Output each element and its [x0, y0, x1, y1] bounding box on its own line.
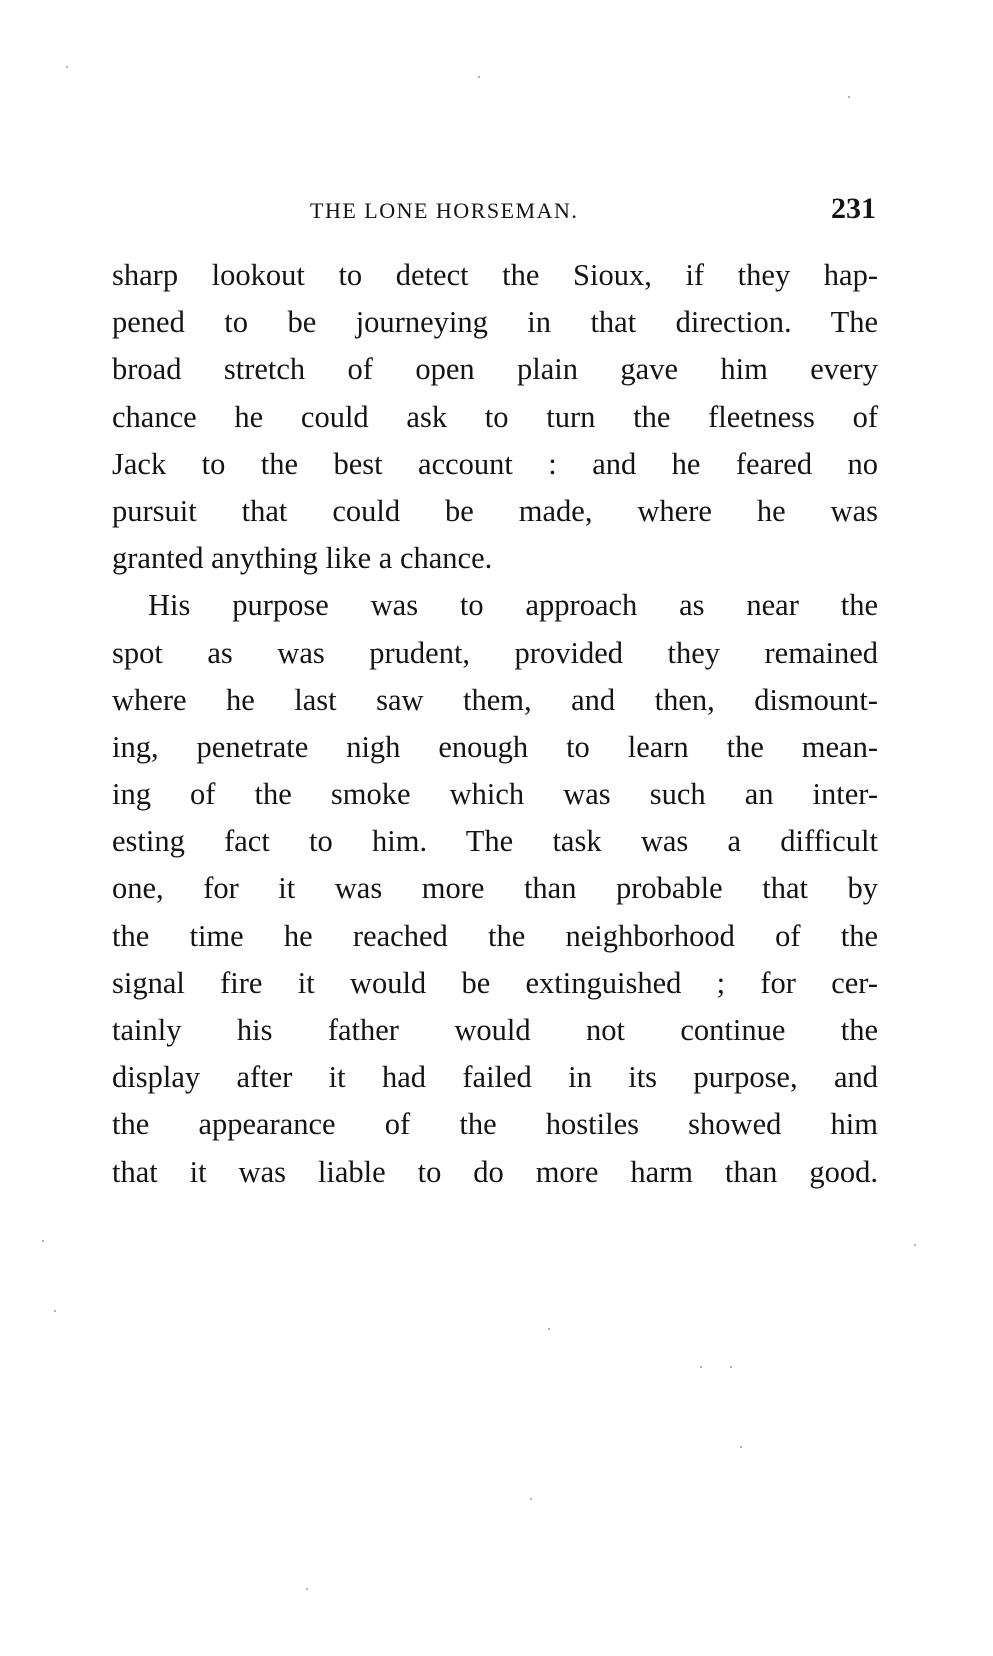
text-line: granted anything like a chance.: [112, 541, 493, 576]
scan-speck: [700, 1366, 702, 1368]
text-line: one, for it was more than probable that by: [112, 871, 878, 906]
text-line: pened to be journeying in that direction. The: [112, 305, 878, 340]
scan-speck: [530, 1498, 532, 1500]
text-line: His purpose was to approach as near the: [148, 588, 878, 623]
text-line: the time he reached the neighborhood of the: [112, 918, 878, 953]
scan-speck: [66, 66, 68, 68]
text-line: display after it had failed in its purpose, and: [112, 1060, 878, 1095]
running-title: THE LONE HORSEMAN.: [310, 198, 579, 223]
body-text: [112, 252, 878, 1196]
text-line: broad stretch of open plain gave him every: [112, 352, 878, 387]
text-line: chance he could ask to turn the fleetness of: [112, 399, 878, 434]
text-line: tainly his father would not continue the: [112, 1013, 878, 1047]
scan-speck: [306, 1588, 308, 1590]
text-line: spot as was prudent, provided they remained: [112, 635, 878, 670]
scan-speck: [42, 1240, 44, 1242]
text-line: ing, penetrate nigh enough to learn the mean-: [112, 729, 878, 764]
running-head: [112, 192, 876, 232]
scan-speck: [914, 1244, 916, 1246]
text-line: Jack to the best account : and he feared no: [112, 446, 878, 481]
scan-speck: [740, 1446, 742, 1448]
text-line: signal fire it would be extinguished ; for cer-: [112, 965, 878, 1000]
scan-speck: [548, 1328, 550, 1330]
text-line: where he last saw them, and then, dismount-: [112, 682, 878, 717]
text-line: the appearance of the hostiles showed him: [112, 1107, 878, 1142]
scan-speck: [478, 76, 480, 78]
text-line: that it was liable to do more harm than good.: [112, 1154, 878, 1189]
page-number: 231: [831, 192, 876, 225]
text-line: esting fact to him. The task was a difficult: [112, 824, 878, 859]
text-line: ing of the smoke which was such an inter-: [112, 777, 878, 812]
text-line: pursuit that could be made, where he was: [112, 493, 878, 528]
paragraph: [112, 252, 878, 582]
text-line: sharp lookout to detect the Sioux, if they hap-: [112, 258, 878, 292]
scan-speck: [848, 96, 850, 98]
scan-speck: [54, 1310, 56, 1312]
scan-speck: [730, 1366, 732, 1368]
paragraph: [112, 582, 878, 1195]
